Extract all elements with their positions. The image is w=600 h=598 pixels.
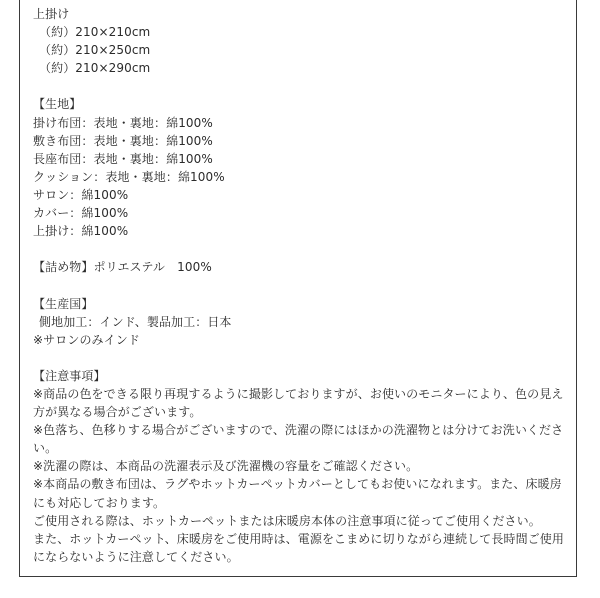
fabric-heading: 【生地】 — [33, 97, 82, 112]
origin-item: ※サロンのみインド — [33, 332, 140, 347]
uwagake-size-1: （約）210×210cm — [39, 25, 151, 40]
note-item: ご使用される際は、ホットカーペットまたは床暖房本体の注意事項に従ってご使用ください。 — [33, 513, 541, 528]
fabric-item: 掛け布団：表地・裏地：綿100% — [33, 115, 213, 130]
fabric-item: サロン：綿100% — [33, 187, 129, 202]
note-item: ※色落ち、色移りする場合がございますので、洗濯の際にはほかの洗濯物とは分けてお洗いください。 — [33, 423, 564, 456]
fabric-item: カバー：綿100% — [33, 206, 129, 221]
spacer — [33, 349, 568, 367]
note-item: ※本商品の敷き布団は、ラグやホットカーペットカバーとしてもお使いになれます。また、床暖房にも対応しております。 — [33, 477, 562, 510]
note-item: また、ホットカーペット、床暖房をご使用時は、電源をこまめに切りながら連続して長時間ご使用にならないように注意してください。 — [33, 531, 564, 564]
fabric-item: 長座布団：表地・裏地：綿100% — [33, 151, 213, 166]
note-item: ※商品の色をできる限り再現するように撮影しておりますが、お使いのモニターにより、色の見え方が異なる場合がございます。 — [33, 386, 564, 420]
spacer — [33, 240, 568, 258]
origin-item: 側地加工：インド、製品加工：日本 — [39, 314, 232, 329]
origin-heading: 【生産国】 — [33, 296, 94, 311]
fabric-item: クッション：表地・裏地：綿100% — [33, 169, 225, 184]
fabric-item: 上掛け：綿100% — [33, 224, 129, 239]
notes-heading: 【注意事項】 — [33, 368, 106, 383]
filling-text: 【詰め物】ポリエステル 100% — [33, 260, 212, 275]
note-item: ※洗濯の際は、本商品の洗濯表示及び洗濯機の容量をご確認ください。 — [33, 459, 419, 474]
product-spec-document — [33, 5, 568, 566]
spacer — [33, 276, 568, 294]
uwagake-size-3: （約）210×290cm — [39, 61, 151, 76]
spacer — [33, 77, 568, 95]
uwagake-size-2: （約）210×250cm — [39, 43, 151, 58]
fabric-item: 敷き布団：表地・裏地：綿100% — [33, 133, 213, 148]
uwagake-title: 上掛け — [33, 7, 70, 21]
